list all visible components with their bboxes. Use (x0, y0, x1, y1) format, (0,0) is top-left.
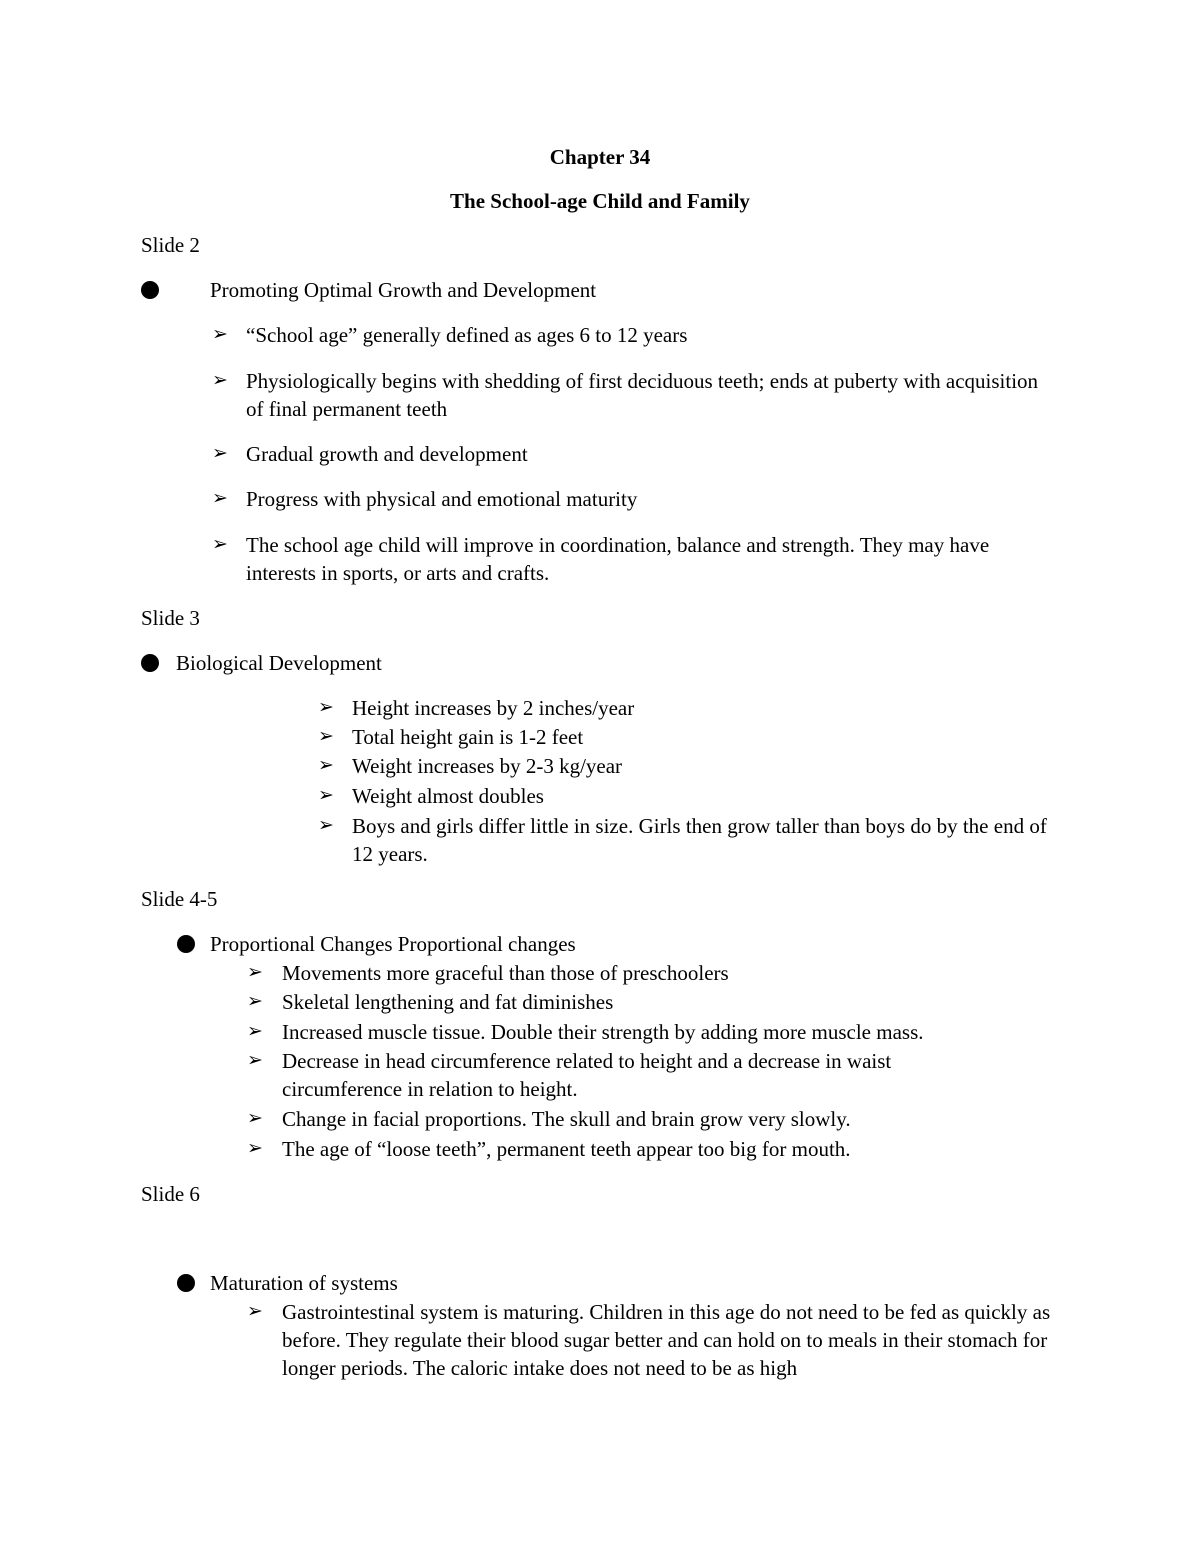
chapter-title: Chapter 34 (549, 145, 651, 169)
arrow-bullet-icon: ➢ (212, 534, 228, 555)
list-item: Movements more graceful than those of preschoolers (282, 961, 729, 985)
list-item: Change in facial proportions. The skull and brain grow very slowly. (282, 1107, 851, 1131)
bullet-dot-icon (141, 281, 159, 299)
list-item: Weight increases by 2-3 kg/year (352, 754, 623, 778)
slide-label: Slide 3 (141, 606, 200, 630)
arrow-bullet-icon: ➢ (318, 726, 334, 747)
arrow-bullet-icon: ➢ (318, 755, 334, 776)
list-item: The school age child will improve in coordination, balance and strength. They may have interests in sports, or arts and crafts. (246, 533, 990, 585)
list-item: The age of “loose teeth”, permanent teeth appear too big for mouth. (282, 1137, 851, 1161)
bullet-dot-icon (141, 654, 159, 672)
arrow-bullet-icon: ➢ (247, 1301, 263, 1322)
slide-label: Slide 2 (141, 233, 200, 257)
slide-label: Slide 6 (141, 1182, 200, 1206)
list-item: Decrease in head circumference related to height and a decrease in waist circumference in relation to height. (282, 1049, 892, 1101)
section-heading: Promoting Optimal Growth and Development (210, 278, 597, 302)
arrow-bullet-icon: ➢ (318, 785, 334, 806)
list-item: Increased muscle tissue. Double their strength by adding more muscle mass. (282, 1020, 924, 1044)
list-item: Physiologically begins with shedding of first deciduous teeth; ends at puberty with acquisition of final permanent teeth (246, 369, 1039, 421)
arrow-bullet-icon: ➢ (212, 443, 228, 464)
arrow-bullet-icon: ➢ (247, 1050, 263, 1071)
slide-label: Slide 4-5 (141, 887, 218, 911)
arrow-bullet-icon: ➢ (212, 370, 228, 391)
list-item: Weight almost doubles (352, 784, 544, 808)
arrow-bullet-icon: ➢ (318, 697, 334, 718)
arrow-bullet-icon: ➢ (247, 1021, 263, 1042)
list-item: Gastrointestinal system is maturing. Children in this age do not need to be fed as quickly as before. They regulate their blood sugar better and can hold on to meals in their stomach for longer periods. The caloric intake does not need to be as high (282, 1300, 1051, 1380)
section-heading: Proportional Changes Proportional changes (210, 932, 576, 956)
arrow-bullet-icon: ➢ (247, 991, 263, 1012)
section-heading: Biological Development (176, 651, 382, 675)
arrow-bullet-icon: ➢ (318, 815, 334, 836)
list-item: “School age” generally defined as ages 6 to 12 years (246, 323, 688, 347)
arrow-bullet-icon: ➢ (212, 488, 228, 509)
arrow-bullet-icon: ➢ (212, 324, 228, 345)
arrow-bullet-icon: ➢ (247, 962, 263, 983)
bullet-dot-icon (177, 1274, 195, 1292)
arrow-bullet-icon: ➢ (247, 1138, 263, 1159)
list-item: Height increases by 2 inches/year (352, 696, 635, 720)
section-heading: Maturation of systems (210, 1271, 398, 1295)
chapter-subtitle: The School-age Child and Family (450, 189, 750, 213)
list-item: Total height gain is 1-2 feet (352, 725, 584, 749)
list-item: Gradual growth and development (246, 442, 528, 466)
list-item: Skeletal lengthening and fat diminishes (282, 990, 614, 1014)
list-item: Boys and girls differ little in size. Girls then grow taller than boys do by the end of 12 years. (352, 814, 1047, 866)
bullet-dot-icon (177, 935, 195, 953)
list-item: Progress with physical and emotional maturity (246, 487, 638, 511)
arrow-bullet-icon: ➢ (247, 1108, 263, 1129)
